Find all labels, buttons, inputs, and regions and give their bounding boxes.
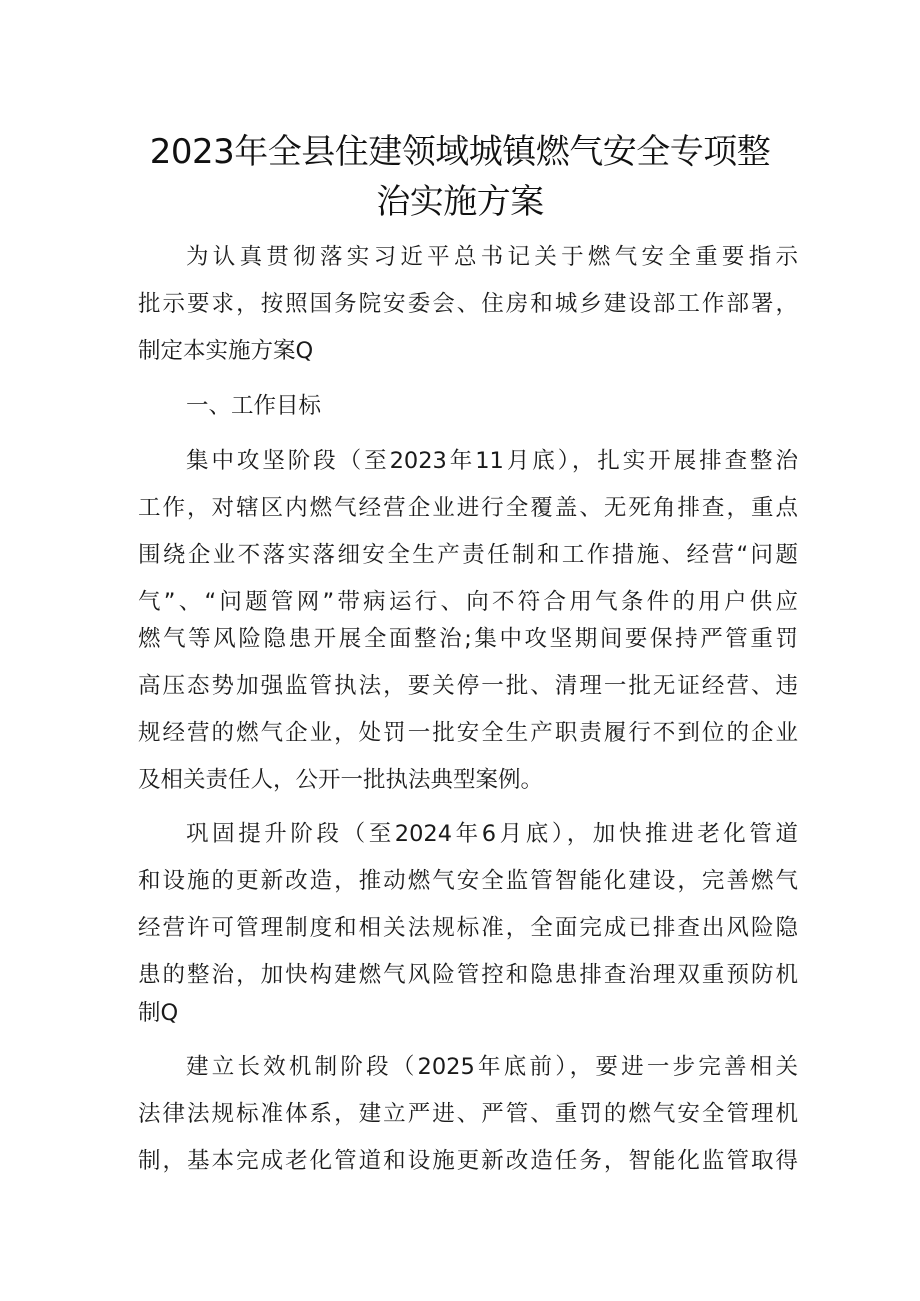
section-heading: 一、工作目标	[186, 393, 322, 419]
paragraph-intro-line: 批示要求，按照国务院安委会、住房和城乡建设部工作部署，	[138, 291, 798, 317]
paragraph-stage1-line: 围绕企业不落实落细安全生产责任制和工作措施、经营“问题	[138, 542, 798, 568]
paragraph-stage1-line: 及相关责任人，公开一批执法典型案例。	[138, 767, 544, 793]
paragraph-stage1-line: 工作，对辖区内燃气经营企业进行全覆盖、无死角排查，重点	[138, 495, 798, 521]
paragraph-stage2-line: 巩固提升阶段（至2024年6月底），加快推进老化管道	[186, 821, 798, 847]
paragraph-stage2-line: 和设施的更新改造，推动燃气安全监管智能化建设，完善燃气	[138, 868, 798, 894]
paragraph-stage3-line: 制，基本完成老化管道和设施更新改造任务，智能化监管取得	[138, 1148, 798, 1174]
document-title-line-1: 2023年全县住建领域城镇燃气安全专项整	[149, 132, 771, 172]
paragraph-stage3-line: 建立长效机制阶段（2025年底前），要进一步完善相关	[186, 1054, 798, 1080]
paragraph-intro-line: 为认真贯彻落实习近平总书记关于燃气安全重要指示	[186, 244, 798, 270]
paragraph-stage3-line: 法律法规标准体系，建立严进、严管、重罚的燃气安全管理机	[138, 1101, 798, 1127]
paragraph-stage1-line: 燃气等风险隐患开展全面整治;集中攻坚期间要保持严管重罚	[138, 626, 798, 652]
paragraph-stage1-line: 气”、“问题管网”带病运行、向不符合用气条件的用户供应	[138, 589, 798, 615]
paragraph-stage2-line: 患的整治，加快构建燃气风险管控和隐患排查治理双重预防机	[138, 962, 798, 988]
paragraph-intro-line: 制定本实施方案Q	[138, 338, 314, 364]
document-title-line-2: 治实施方案	[376, 182, 544, 222]
paragraph-stage2-line: 经营许可管理制度和相关法规标准，全面完成已排查出风险隐	[138, 915, 798, 941]
paragraph-stage1-line: 集中攻坚阶段（至2023年11月底），扎实开展排查整治	[186, 448, 798, 474]
paragraph-stage1-line: 规经营的燃气企业，处罚一批安全生产职责履行不到位的企业	[138, 720, 798, 746]
paragraph-stage1-line: 高压态势加强监管执法，要关停一批、清理一批无证经营、违	[138, 673, 798, 699]
paragraph-stage2-line: 制Q	[138, 1000, 179, 1026]
